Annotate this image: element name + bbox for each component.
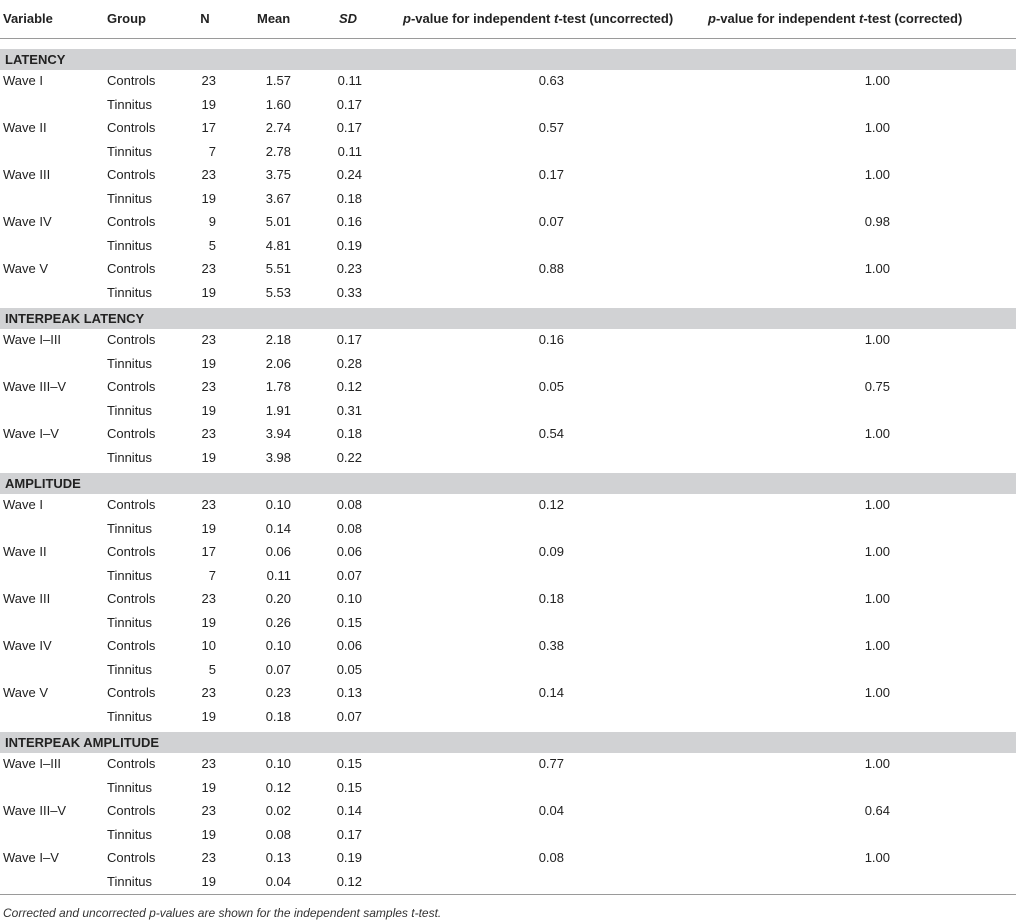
mean-cell: 0.07 — [265, 661, 291, 677]
sd-cell: 0.18 — [336, 426, 362, 441]
table-row — [0, 568, 1016, 592]
table-row — [0, 285, 1016, 309]
table-row — [0, 73, 1016, 97]
variable-cell: Wave III — [3, 591, 51, 606]
sd-cell: 0.06 — [336, 544, 362, 559]
variable-cell: Wave V — [3, 685, 49, 700]
header-p-uncorrected — [403, 11, 673, 27]
sd-cell: 0.10 — [336, 591, 362, 606]
sd-cell: 0.12 — [336, 379, 362, 394]
table-row — [0, 261, 1016, 285]
variable-cell: Wave IV — [3, 638, 52, 653]
group-cell: Controls — [107, 638, 156, 653]
mean-cell: 0.26 — [265, 614, 291, 630]
p-uncorrected-cell: 0.05 — [538, 379, 564, 394]
group-cell: Controls — [107, 544, 156, 559]
table-row — [0, 238, 1016, 262]
group-cell: Tinnitus — [107, 143, 153, 159]
header-p-corrected-middle: -value for independent — [715, 11, 859, 26]
p-corrected-cell: 1.00 — [864, 685, 890, 700]
sd-cell: 0.17 — [336, 120, 362, 135]
sd-cell: 0.15 — [336, 756, 362, 771]
group-cell: Controls — [107, 497, 156, 512]
table-row — [0, 426, 1016, 450]
n-cell: 19 — [201, 96, 216, 112]
group-cell: Controls — [107, 214, 156, 229]
n-cell: 23 — [201, 167, 216, 182]
section-title: INTERPEAK LATENCY — [5, 311, 145, 326]
section-header — [0, 49, 1016, 70]
sd-cell: 0.14 — [336, 803, 362, 818]
p-corrected-cell: 1.00 — [864, 332, 890, 347]
p-corrected-cell: 1.00 — [864, 120, 890, 135]
table-row — [0, 450, 1016, 474]
group-cell: Tinnitus — [107, 614, 153, 630]
p-corrected-cell: 1.00 — [864, 638, 890, 653]
group-cell: Controls — [107, 850, 156, 865]
table-row — [0, 827, 1016, 851]
n-cell: 7 — [208, 143, 216, 159]
n-cell: 10 — [201, 638, 216, 653]
group-cell: Tinnitus — [107, 96, 153, 112]
group-cell: Tinnitus — [107, 779, 153, 795]
sd-cell: 0.17 — [336, 96, 362, 112]
variable-cell: Wave III–V — [3, 803, 67, 818]
mean-cell: 5.51 — [265, 261, 291, 276]
table-row — [0, 356, 1016, 380]
p-corrected-cell: 1.00 — [864, 167, 890, 182]
n-cell: 23 — [201, 591, 216, 606]
p-corrected-cell: 1.00 — [864, 426, 890, 441]
header-p-uncorrected-t: t — [553, 11, 559, 26]
n-cell: 23 — [201, 332, 216, 347]
mean-cell: 2.18 — [265, 332, 291, 347]
table-row — [0, 544, 1016, 568]
variable-cell: Wave I — [3, 73, 43, 88]
table-row — [0, 191, 1016, 215]
n-cell: 23 — [201, 685, 216, 700]
table-row — [0, 803, 1016, 827]
variable-cell: Wave II — [3, 544, 47, 559]
table-row — [0, 756, 1016, 780]
group-cell: Tinnitus — [107, 826, 153, 842]
n-cell: 19 — [201, 190, 216, 206]
n-cell: 19 — [201, 284, 216, 300]
p-corrected-cell: 1.00 — [864, 591, 890, 606]
header-p-corrected-t: t — [858, 11, 864, 26]
p-uncorrected-cell: 0.77 — [538, 756, 564, 771]
mean-cell: 0.13 — [265, 850, 291, 865]
group-cell: Tinnitus — [107, 520, 153, 536]
variable-cell: Wave I–V — [3, 850, 59, 865]
group-cell: Tinnitus — [107, 708, 153, 724]
sd-cell: 0.15 — [336, 614, 362, 630]
p-corrected-cell: 0.98 — [864, 214, 890, 229]
variable-cell: Wave II — [3, 120, 47, 135]
variable-cell: Wave I–III — [3, 332, 62, 347]
sd-cell: 0.19 — [336, 237, 362, 253]
table-row — [0, 615, 1016, 639]
variable-cell: Wave I–V — [3, 426, 59, 441]
mean-cell: 1.57 — [265, 73, 291, 88]
n-cell: 23 — [201, 379, 216, 394]
mean-cell: 0.18 — [265, 708, 291, 724]
group-cell: Controls — [107, 261, 156, 276]
section-title: LATENCY — [5, 52, 66, 67]
group-cell: Controls — [107, 120, 156, 135]
mean-cell: 0.06 — [265, 544, 291, 559]
group-cell: Tinnitus — [107, 873, 153, 889]
p-corrected-cell: 1.00 — [864, 261, 890, 276]
mean-cell: 1.91 — [265, 402, 291, 418]
table-header — [0, 0, 1016, 39]
table-row — [0, 97, 1016, 121]
p-corrected-cell: 1.00 — [864, 544, 890, 559]
mean-cell: 1.78 — [265, 379, 291, 394]
mean-cell: 2.06 — [265, 355, 291, 371]
table-row — [0, 780, 1016, 804]
sd-cell: 0.07 — [336, 708, 362, 724]
group-cell: Controls — [107, 685, 156, 700]
header-n: N — [200, 11, 210, 26]
table-row — [0, 403, 1016, 427]
variable-cell: Wave III — [3, 167, 51, 182]
sd-cell: 0.19 — [336, 850, 362, 865]
sd-cell: 0.24 — [336, 167, 362, 182]
mean-cell: 5.01 — [265, 214, 291, 229]
table-row — [0, 167, 1016, 191]
sd-cell: 0.33 — [336, 284, 362, 300]
group-cell: Tinnitus — [107, 237, 153, 253]
p-uncorrected-cell: 0.63 — [538, 73, 564, 88]
p-corrected-cell: 1.00 — [864, 73, 890, 88]
p-uncorrected-cell: 0.09 — [538, 544, 564, 559]
n-cell: 19 — [201, 402, 216, 418]
sd-cell: 0.31 — [336, 402, 362, 418]
n-cell: 9 — [208, 214, 216, 229]
mean-cell: 0.12 — [265, 779, 291, 795]
section-title: AMPLITUDE — [5, 476, 81, 491]
variable-cell: Wave V — [3, 261, 49, 276]
header-p-corrected — [708, 11, 962, 27]
group-cell: Controls — [107, 332, 156, 347]
header-p-corrected-p: p — [708, 11, 716, 26]
p-corrected-cell: 1.00 — [864, 756, 890, 771]
table-row — [0, 497, 1016, 521]
group-cell: Tinnitus — [107, 661, 153, 677]
n-cell: 19 — [201, 826, 216, 842]
variable-cell: Wave I — [3, 497, 43, 512]
group-cell: Controls — [107, 73, 156, 88]
p-uncorrected-cell: 0.38 — [538, 638, 564, 653]
n-cell: 17 — [201, 544, 216, 559]
table-row — [0, 379, 1016, 403]
section-header — [0, 473, 1016, 494]
table-footnote: Corrected and uncorrected p-values are shown for the independent samples t-test. — [3, 906, 442, 920]
p-uncorrected-cell: 0.88 — [538, 261, 564, 276]
table-row — [0, 685, 1016, 709]
p-corrected-cell: 0.75 — [864, 379, 890, 394]
table-row — [0, 662, 1016, 686]
variable-cell: Wave I–III — [3, 756, 62, 771]
group-cell: Controls — [107, 167, 156, 182]
variable-cell: Wave IV — [3, 214, 52, 229]
mean-cell: 1.60 — [265, 96, 291, 112]
p-uncorrected-cell: 0.14 — [538, 685, 564, 700]
sd-cell: 0.11 — [337, 73, 362, 88]
group-cell: Tinnitus — [107, 190, 153, 206]
sd-cell: 0.08 — [336, 520, 362, 536]
group-cell: Tinnitus — [107, 449, 153, 465]
group-cell: Controls — [107, 379, 156, 394]
group-cell: Controls — [107, 756, 156, 771]
mean-cell: 0.20 — [265, 591, 291, 606]
sd-cell: 0.06 — [336, 638, 362, 653]
n-cell: 23 — [201, 73, 216, 88]
n-cell: 19 — [201, 873, 216, 889]
n-cell: 23 — [201, 850, 216, 865]
table-row — [0, 521, 1016, 545]
section-title: INTERPEAK AMPLITUDE — [5, 735, 160, 750]
n-cell: 19 — [201, 520, 216, 536]
sd-cell: 0.07 — [336, 567, 362, 583]
sd-cell: 0.11 — [337, 143, 362, 159]
p-uncorrected-cell: 0.16 — [538, 332, 564, 347]
group-cell: Tinnitus — [107, 402, 153, 418]
p-uncorrected-cell: 0.57 — [538, 120, 564, 135]
group-cell: Controls — [107, 803, 156, 818]
group-cell: Tinnitus — [107, 284, 153, 300]
p-uncorrected-cell: 0.12 — [538, 497, 564, 512]
mean-cell: 5.53 — [265, 284, 291, 300]
header-p-corrected-suffix: -test (corrected) — [863, 11, 963, 26]
header-p-uncorrected-suffix: -test (uncorrected) — [558, 11, 674, 26]
sd-cell: 0.23 — [336, 261, 362, 276]
n-cell: 19 — [201, 708, 216, 724]
table-row — [0, 332, 1016, 356]
n-cell: 17 — [201, 120, 216, 135]
mean-cell: 0.11 — [266, 567, 291, 583]
table-row — [0, 850, 1016, 874]
group-cell: Controls — [107, 591, 156, 606]
section-header — [0, 732, 1016, 753]
n-cell: 23 — [201, 426, 216, 441]
mean-cell: 0.10 — [265, 497, 291, 512]
p-uncorrected-cell: 0.18 — [538, 591, 564, 606]
header-p-uncorrected-middle: -value for independent — [410, 11, 554, 26]
sd-cell: 0.22 — [336, 449, 362, 465]
n-cell: 23 — [201, 803, 216, 818]
mean-cell: 3.98 — [265, 449, 291, 465]
sd-cell: 0.18 — [336, 190, 362, 206]
mean-cell: 0.14 — [265, 520, 291, 536]
mean-cell: 0.10 — [265, 756, 291, 771]
group-cell: Tinnitus — [107, 355, 153, 371]
header-variable: Variable — [3, 11, 53, 26]
n-cell: 5 — [208, 661, 216, 677]
mean-cell: 0.02 — [265, 803, 291, 818]
header-sd: SD — [339, 11, 358, 26]
mean-cell: 2.78 — [265, 143, 291, 159]
header-p-uncorrected-p: p — [403, 11, 411, 26]
sd-cell: 0.17 — [336, 332, 362, 347]
n-cell: 19 — [201, 779, 216, 795]
mean-cell: 0.08 — [265, 826, 291, 842]
sd-cell: 0.28 — [336, 355, 362, 371]
table-row — [0, 214, 1016, 238]
mean-cell: 0.10 — [265, 638, 291, 653]
n-cell: 23 — [201, 497, 216, 512]
mean-cell: 0.04 — [265, 873, 291, 889]
p-uncorrected-cell: 0.54 — [538, 426, 564, 441]
table-row — [0, 638, 1016, 662]
n-cell: 7 — [208, 567, 216, 583]
mean-cell: 3.67 — [265, 190, 291, 206]
p-corrected-cell: 0.64 — [864, 803, 890, 818]
header-mean: Mean — [257, 11, 291, 26]
p-uncorrected-cell: 0.04 — [538, 803, 564, 818]
p-uncorrected-cell: 0.07 — [538, 214, 564, 229]
group-cell: Controls — [107, 426, 156, 441]
n-cell: 23 — [201, 756, 216, 771]
p-uncorrected-cell: 0.08 — [538, 850, 564, 865]
table-row — [0, 709, 1016, 733]
table-row — [0, 120, 1016, 144]
n-cell: 19 — [201, 355, 216, 371]
sd-cell: 0.17 — [336, 826, 362, 842]
sd-cell: 0.13 — [336, 685, 362, 700]
sd-cell: 0.05 — [336, 661, 362, 677]
mean-cell: 4.81 — [265, 237, 291, 253]
variable-cell: Wave III–V — [3, 379, 67, 394]
p-uncorrected-cell: 0.17 — [538, 167, 564, 182]
n-cell: 5 — [208, 237, 216, 253]
mean-cell: 2.74 — [265, 120, 291, 135]
p-corrected-cell: 1.00 — [864, 850, 890, 865]
group-cell: Tinnitus — [107, 567, 153, 583]
p-corrected-cell: 1.00 — [864, 497, 890, 512]
sd-cell: 0.15 — [336, 779, 362, 795]
table-row — [0, 591, 1016, 615]
n-cell: 23 — [201, 261, 216, 276]
mean-cell: 0.23 — [265, 685, 291, 700]
n-cell: 19 — [201, 614, 216, 630]
sd-cell: 0.12 — [336, 873, 362, 889]
section-header — [0, 308, 1016, 329]
n-cell: 19 — [201, 449, 216, 465]
sd-cell: 0.08 — [336, 497, 362, 512]
mean-cell: 3.94 — [265, 426, 291, 441]
mean-cell: 3.75 — [265, 167, 291, 182]
sd-cell: 0.16 — [336, 214, 362, 229]
table-row — [0, 144, 1016, 168]
header-group: Group — [107, 11, 146, 26]
bottom-rule — [0, 894, 1016, 895]
